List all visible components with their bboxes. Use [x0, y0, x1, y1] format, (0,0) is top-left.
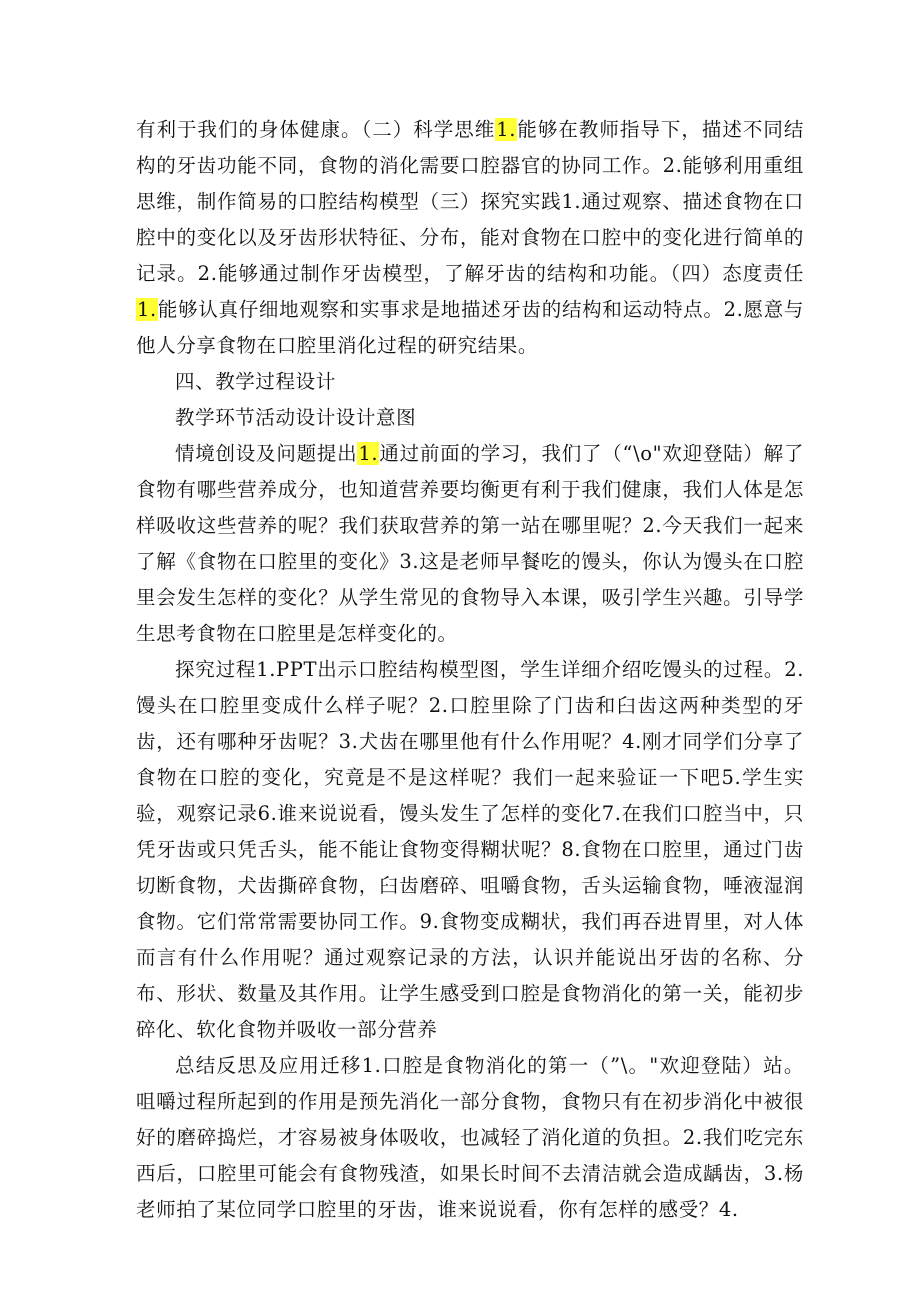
paragraph-objectives [136, 112, 804, 364]
paragraph-situation [136, 436, 804, 652]
highlighted-number: 1. [358, 442, 379, 465]
text-run: 总结反思及应用迁移1.口腔是食物消化的第一（”\。"欢迎登陆）站。咀嚼过程所起到的作用是预先消化一部分食物，食物只有在初步消化中被很好的磨碎捣烂，才容易被身体吸收，也减轻了消化道的负担。2.我们吃完东西后，口腔里可能会有食物残渣，如果长时间不去清洁就会造成龋齿，3.杨老师拍了某位同学口腔里的牙齿，谁来说说看，你有怎样的感受？4. [136, 1054, 804, 1221]
text-run: 有利于我们的身体健康。（二）科学思维 [136, 118, 496, 141]
highlighted-number: 1. [496, 118, 517, 141]
text-run: 探究过程1.PPT出示口腔结构模型图，学生详细介绍吃馒头的过程。2.馒头在口腔里变成什么样子呢？2.口腔里除了门齿和臼齿这两种类型的牙齿，还有哪种牙齿呢？3.犬齿在哪里他有什么作用呢？4.刚才同学们分享了食物在口腔的变化，究竟是不是这样呢？我们一起来验证一下吧5.学生实验，观察记录6.谁来说说看，馒头发生了怎样的变化7.在我们口腔当中，只凭牙齿或只凭舌头，能不能让食物变得糊状呢？8.食物在口腔里，通过门齿切断食物，犬齿撕碎食物，臼齿磨碎、咀嚼食物，舌头运输食物，唾液湿润食物。它们常常需要协同工作。9.食物变成糊状，我们再吞进胃里，对人体而言有什么作用呢？通过观察记录的方法，认识并能说出牙齿的名称、分布、形状、数量及其作用。让学生感受到口腔是食物消化的第一关，能初步碎化、软化食物并吸收一部分营养 [136, 658, 804, 1041]
table-header-line [136, 400, 804, 436]
text-run: 情境创设及问题提出 [175, 442, 358, 465]
text-run: 能够认真仔细地观察和实事求是地描述牙齿的结构和运动特点。2.愿意与他人分享食物在口腔里消化过程的研究结果。 [136, 298, 804, 357]
text-run: 教学环节活动设计设计意图 [175, 406, 417, 429]
text-run: 四、教学过程设计 [175, 370, 336, 393]
highlighted-number: 1. [137, 298, 157, 321]
text-run: 能够在教师指导下，描述不同结构的牙齿功能不同，食物的消化需要口腔器官的协同工作。2.能够利用重组思维，制作简易的口腔结构模型（三）探究实践1.通过观察、描述食物在口腔中的变化以及牙齿形状特征、分布，能对食物在口腔中的变化进行简单的记录。2.能够通过制作牙齿模型，了解牙齿的结构和功能。（四）态度责任 [136, 118, 804, 285]
text-run: 通过前面的学习，我们了（“\o"欢迎登陆）解了食物有哪些营养成分，也知道营养要均衡更有利于我们健康，我们人体是怎样吸收这些营养的呢？我们获取营养的第一站在哪里呢？2.今天我们一起来了解《食物在口腔里的变化》3.这是老师早餐吃的馒头，你认为馒头在口腔里会发生怎样的变化？从学生常见的食物导入本课，吸引学生兴趣。引导学生思考食物在口腔里是怎样变化的。 [136, 442, 804, 645]
paragraph-exploration [136, 652, 804, 1048]
document-body [136, 112, 804, 1228]
section-heading [136, 364, 804, 400]
paragraph-summary [136, 1048, 804, 1228]
